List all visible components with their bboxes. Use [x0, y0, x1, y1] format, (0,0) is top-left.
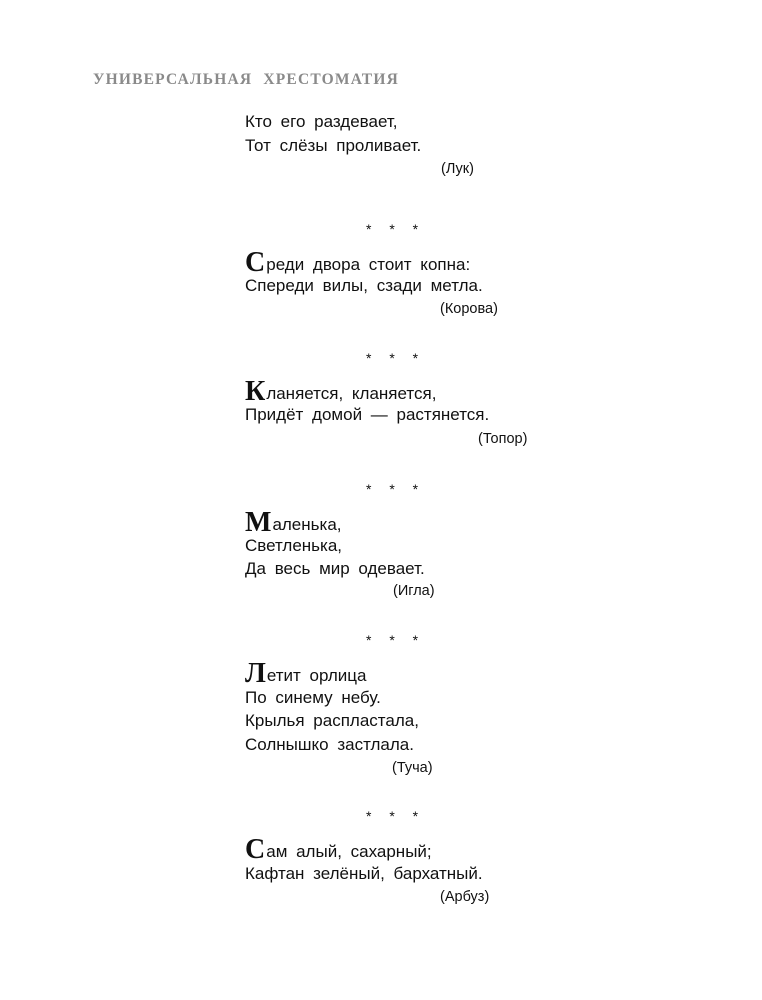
riddle-1-answer: (Лук): [441, 161, 474, 177]
riddle-2-line-1: Среди двора стоит копна:: [245, 247, 471, 278]
riddle-6-answer: (Арбуз): [440, 889, 490, 905]
drop-cap: С: [245, 834, 266, 865]
running-head: УНИВЕРСАЛЬНАЯ ХРЕСТОМАТИЯ: [93, 71, 399, 88]
riddle-3-line-2: Придёт домой — растянется.: [245, 405, 490, 424]
riddle-5-line-1: Летит орлица: [245, 658, 367, 689]
riddle-5-answer: (Туча): [392, 760, 433, 776]
riddle-4-line-3: Да весь мир одевает.: [245, 559, 425, 578]
riddle-4-line-2: Светленька,: [245, 536, 343, 555]
riddle-5-separator: * * *: [366, 632, 426, 648]
riddle-2-answer: (Корова): [440, 301, 498, 317]
riddle-6-line-2: Кафтан зелёный, бархатный.: [245, 864, 483, 883]
riddle-3-answer: (Топор): [478, 431, 528, 447]
riddle-5-line-4: Солнышко застлала.: [245, 735, 414, 754]
riddle-4-line-1: Маленька,: [245, 507, 342, 538]
drop-cap: К: [245, 376, 266, 407]
drop-cap: Л: [245, 658, 266, 689]
riddle-5-line-2: По синему небу.: [245, 688, 381, 707]
riddle-3-line-1: Кланяется, кланяется,: [245, 376, 437, 407]
riddle-1-line-1: Кто его раздевает,: [245, 112, 398, 131]
riddle-4-separator: * * *: [366, 481, 426, 497]
riddle-2-line-2: Спереди вилы, сзади метла.: [245, 276, 483, 295]
riddle-6-separator: * * *: [366, 808, 426, 824]
riddle-4-answer: (Игла): [393, 583, 435, 599]
riddle-5-line-3: Крылья распластала,: [245, 711, 419, 730]
drop-cap: М: [245, 507, 272, 538]
riddle-2-separator: * * *: [366, 221, 426, 237]
riddle-3-separator: * * *: [366, 350, 426, 366]
riddle-6-line-1: Сам алый, сахарный;: [245, 834, 432, 865]
riddle-1-line-2: Тот слёзы проливает.: [245, 136, 422, 155]
drop-cap: С: [245, 247, 266, 278]
